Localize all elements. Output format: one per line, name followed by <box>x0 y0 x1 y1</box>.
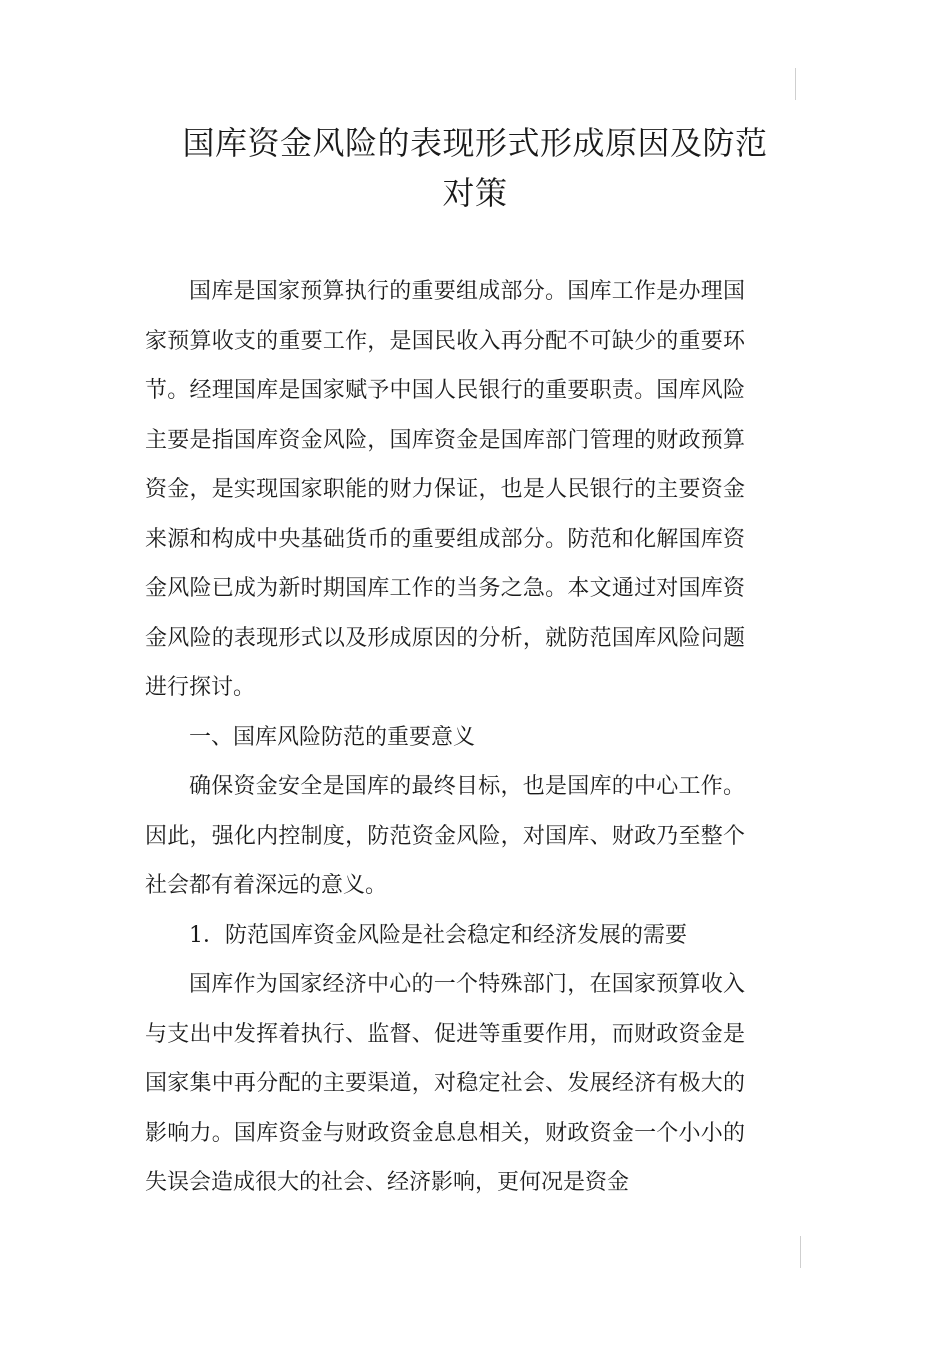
crop-mark-bottom <box>800 1236 801 1268</box>
paragraph-subsection-1: 国库作为国家经济中心的一个特殊部门，在国家预算收入与支出中发挥着执行、监督、促进等重要作用，而财政资金是国家集中再分配的主要渠道，对稳定社会、发展经济有极大的影响力。国库资金与财政资金息息相关，财政资金一个小小的失误会造成很大的社会、经济影响，更何况是资金 <box>145 972 745 1195</box>
paragraph-section-1: 确保资金安全是国库的最终目标，也是国库的中心工作。因此，强化内控制度，防范资金风险，对国库、财政乃至整个社会都有着深远的意义。 <box>145 774 745 898</box>
subsection-heading-1: 1．防范国库资金风险是社会稳定和经济发展的需要 <box>189 922 687 948</box>
document-title <box>140 118 810 218</box>
section-heading-1: 一、国库风险防范的重要意义 <box>189 724 476 750</box>
title-line-1: 国库资金风险的表现形式形成原因及防范 <box>182 124 768 162</box>
paragraph-intro: 国库是国家预算执行的重要组成部分。国库工作是办理国家预算收支的重要工作，是国民收入再分配不可缺少的重要环节。经理国库是国家赋予中国人民银行的重要职责。国库风险主要是指国库资金风险，国库资金是国库部门管理的财政预算资金，是实现国家职能的财力保证，也是人民银行的主要资金来源和构成中央基础货币的重要组成部分。防范和化解国库资金风险已成为新时期国库工作的当务之急。本文通过对国库资金风险的表现形式以及形成原因的分析，就防范国库风险问题进行探讨。 <box>145 279 745 700</box>
document-body <box>145 267 745 1208</box>
title-line-2: 对策 <box>442 174 508 212</box>
crop-mark-top <box>795 68 796 100</box>
